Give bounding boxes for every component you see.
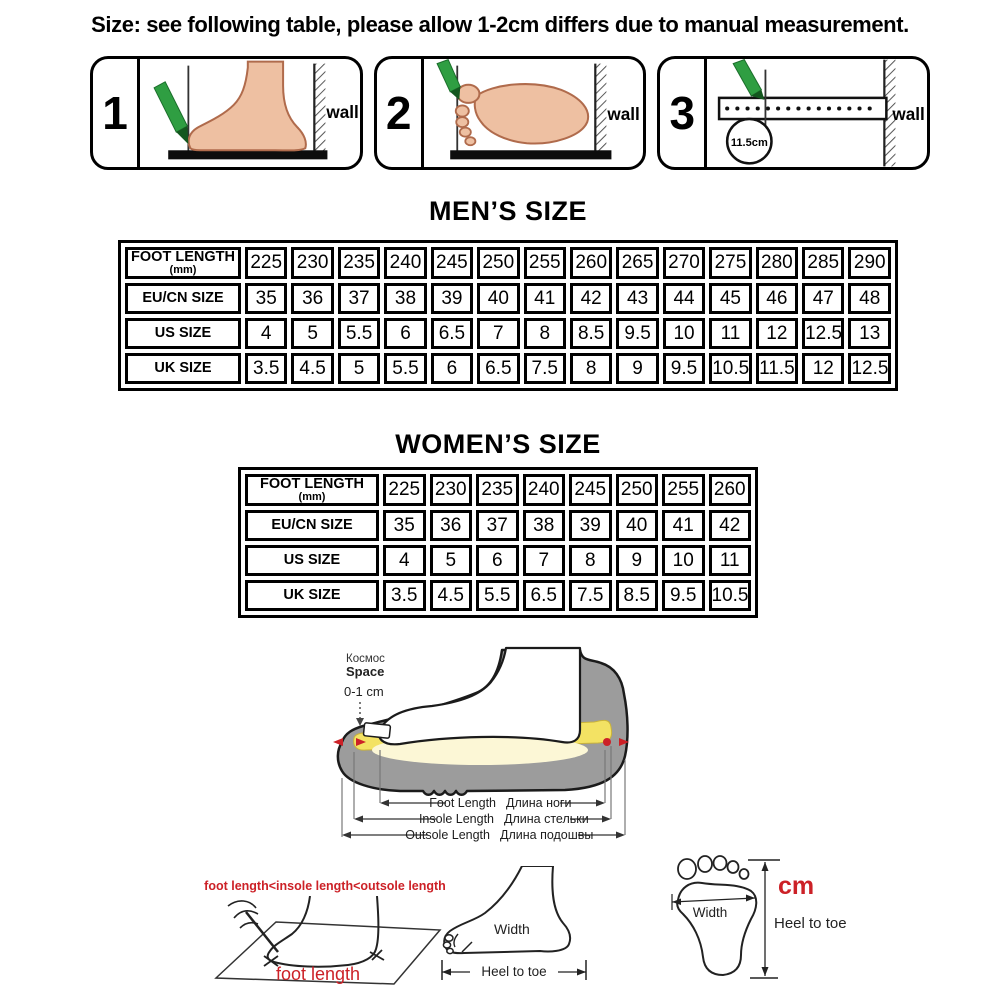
heel-marker <box>603 738 611 746</box>
size-cell: 41 <box>662 510 705 541</box>
toe <box>728 861 739 873</box>
wall-label: wall <box>892 104 926 125</box>
arrow-right <box>596 800 605 807</box>
size-cell: 240 <box>523 474 566 506</box>
foot-length-label-en: Foot Length <box>429 796 496 810</box>
size-cell: 10 <box>662 545 705 576</box>
size-cell: 245 <box>431 247 473 279</box>
size-cell: 250 <box>616 474 659 506</box>
size-cell: 37 <box>476 510 519 541</box>
arrow-left <box>380 800 389 807</box>
row-label: US SIZE <box>245 545 379 576</box>
size-cell: 6 <box>476 545 519 576</box>
size-cell: 39 <box>569 510 612 541</box>
page-title: Size: see following table, please allow 1-2cm differs due to manual measurement. <box>91 12 909 37</box>
size-cell: 9 <box>616 545 659 576</box>
size-cell: 225 <box>245 247 287 279</box>
wall-label: wall <box>607 104 640 125</box>
size-cell: 285 <box>802 247 844 279</box>
size-cell: 230 <box>430 474 473 506</box>
size-cell: 41 <box>524 283 566 314</box>
size-cell: 265 <box>616 247 658 279</box>
size-cell: 9.5 <box>663 353 705 384</box>
size-row <box>245 580 751 611</box>
step-number: 1 <box>93 59 140 167</box>
foot-side-measure-illustration <box>140 59 360 167</box>
size-cell: 7.5 <box>524 353 566 384</box>
size-cell: 45 <box>709 283 751 314</box>
step-number: 2 <box>377 59 424 167</box>
size-cell: 255 <box>662 474 705 506</box>
size-cell: 44 <box>663 283 705 314</box>
size-cell: 5.5 <box>384 353 426 384</box>
size-cell: 38 <box>523 510 566 541</box>
row-label: FOOT LENGTH (mm) <box>125 247 241 279</box>
size-cell: 36 <box>430 510 473 541</box>
size-cell: 39 <box>431 283 473 314</box>
size-cell: 260 <box>709 474 752 506</box>
size-cell: 235 <box>476 474 519 506</box>
size-cell: 10.5 <box>709 353 751 384</box>
size-cell: 3.5 <box>245 353 287 384</box>
size-cell: 230 <box>291 247 333 279</box>
toe <box>740 869 749 879</box>
toe <box>698 856 712 872</box>
size-cell: 9.5 <box>616 318 658 349</box>
outsole-length-label-ru: Длина подошвы <box>500 828 594 842</box>
size-cell: 270 <box>663 247 705 279</box>
foot-and-leg <box>379 648 580 744</box>
size-row <box>125 353 891 384</box>
foot-outline <box>444 866 570 953</box>
size-cell: 7 <box>477 318 519 349</box>
size-cell: 9.5 <box>662 580 705 611</box>
size-cell: 8 <box>569 545 612 576</box>
womens-size-table <box>238 467 758 618</box>
outsole-length-label-en: Outsole Length <box>405 828 490 842</box>
size-cell: 245 <box>569 474 612 506</box>
size-cell: 6 <box>384 318 426 349</box>
size-cell: 6.5 <box>523 580 566 611</box>
ruler-measure-illustration <box>707 59 927 167</box>
toe <box>445 935 453 941</box>
size-cell: 235 <box>338 247 380 279</box>
arrow-right <box>616 832 625 839</box>
toe-space-tab <box>363 723 390 739</box>
toe <box>455 105 468 116</box>
space-label-en: Space <box>346 664 385 679</box>
unit-label: cm <box>778 872 815 900</box>
size-cell: 11 <box>709 545 752 576</box>
size-cell: 5 <box>338 353 380 384</box>
foot-top-measure-illustration <box>424 59 644 167</box>
size-cell: 8 <box>524 318 566 349</box>
size-cell: 35 <box>245 283 287 314</box>
size-cell: 12.5 <box>848 353 891 384</box>
size-cell: 37 <box>338 283 380 314</box>
size-cell: 5.5 <box>338 318 380 349</box>
size-cell: 6 <box>431 353 473 384</box>
size-cell: 10.5 <box>709 580 752 611</box>
wall-label: wall <box>326 102 359 123</box>
step-number: 3 <box>660 59 707 167</box>
size-cell: 12 <box>756 318 798 349</box>
side-width-label: Width <box>494 921 530 937</box>
size-cell: 8 <box>570 353 612 384</box>
ground-bar <box>168 150 327 159</box>
print-width-label: Width <box>692 905 728 920</box>
size-row <box>245 545 751 576</box>
size-cell: 40 <box>616 510 659 541</box>
hand-outline <box>228 901 258 928</box>
row-label: EU/CN SIZE <box>125 283 241 314</box>
measure-step-2 <box>374 56 647 170</box>
size-cell: 47 <box>802 283 844 314</box>
footprint-sketch <box>658 852 848 985</box>
size-cell: 5 <box>291 318 333 349</box>
foot-length-label-ru: Длина ноги <box>506 796 572 810</box>
size-cell: 240 <box>384 247 426 279</box>
size-cell: 46 <box>756 283 798 314</box>
pencil-icon <box>154 82 187 132</box>
size-row <box>245 510 751 541</box>
mens-size-heading: MEN’S SIZE <box>428 196 588 226</box>
size-cell: 4.5 <box>430 580 473 611</box>
step-2-illustration <box>424 59 644 167</box>
size-cell: 7 <box>523 545 566 576</box>
arrow-right <box>602 816 611 823</box>
arrow-left <box>342 832 351 839</box>
size-cell: 43 <box>616 283 658 314</box>
length-formula: foot length<insole length<outsole length <box>204 879 446 893</box>
size-cell: 48 <box>848 283 891 314</box>
toe <box>456 117 468 127</box>
size-cell: 36 <box>291 283 333 314</box>
toe <box>714 856 727 870</box>
size-cell: 280 <box>756 247 798 279</box>
ground-bar <box>450 150 611 159</box>
size-cell: 8.5 <box>616 580 659 611</box>
size-row <box>125 283 891 314</box>
toe <box>443 942 450 948</box>
size-cell: 35 <box>383 510 426 541</box>
toe <box>678 859 696 879</box>
toe <box>465 137 475 145</box>
mens-size-table <box>118 240 898 391</box>
print-heel-to-toe-label: Heel to toe <box>774 915 847 932</box>
row-label: FOOT LENGTH (mm) <box>245 474 379 506</box>
row-label: EU/CN SIZE <box>245 510 379 541</box>
toe <box>459 128 470 137</box>
pencil-icon <box>734 60 762 96</box>
size-cell: 11.5 <box>756 353 798 384</box>
size-row <box>125 247 891 279</box>
size-cell: 8.5 <box>570 318 612 349</box>
size-cell: 260 <box>570 247 612 279</box>
foot-length-caption: foot length <box>275 964 361 984</box>
size-cell: 42 <box>570 283 612 314</box>
size-cell: 4 <box>383 545 426 576</box>
size-cell: 4 <box>245 318 287 349</box>
row-label: US SIZE <box>125 318 241 349</box>
size-cell: 275 <box>709 247 751 279</box>
size-cell: 6.5 <box>477 353 519 384</box>
size-cell: 250 <box>477 247 519 279</box>
measure-step-3 <box>657 56 930 170</box>
space-range-label: 0-1 cm <box>344 684 384 699</box>
size-cell: 9 <box>616 353 658 384</box>
size-cell: 5 <box>430 545 473 576</box>
shoe-length-diagram <box>330 638 670 850</box>
insole-length-label-en: Insole Length <box>418 812 494 826</box>
size-cell: 12.5 <box>802 318 844 349</box>
measure-steps <box>90 56 930 170</box>
big-toe <box>457 85 479 103</box>
size-cell: 42 <box>709 510 752 541</box>
size-cell: 12 <box>802 353 844 384</box>
arrow-left <box>442 969 451 976</box>
side-heel-to-toe-label: Heel to toe <box>481 964 547 979</box>
size-cell: 6.5 <box>431 318 473 349</box>
toe-gap-marker <box>333 738 343 746</box>
size-cell: 3.5 <box>383 580 426 611</box>
size-cell: 4.5 <box>291 353 333 384</box>
arrow-left <box>354 816 363 823</box>
row-label: UK SIZE <box>125 353 241 384</box>
insole-length-label-ru: Длина стельки <box>504 812 589 826</box>
foot-top-icon <box>474 84 587 143</box>
arrow-right <box>577 969 586 976</box>
wall-hatch <box>314 64 325 153</box>
mark-foot-sketch <box>200 896 445 986</box>
size-cell: 10 <box>663 318 705 349</box>
step-1-illustration <box>140 59 360 167</box>
row-label: UK SIZE <box>245 580 379 611</box>
size-cell: 290 <box>848 247 891 279</box>
arrow-down <box>762 967 769 976</box>
step-3-illustration <box>707 59 927 167</box>
footprint-outline <box>677 883 756 975</box>
size-cell: 38 <box>384 283 426 314</box>
measure-step-1 <box>90 56 363 170</box>
space-label-ru: Космос <box>346 653 385 665</box>
foot-side-icon <box>189 62 306 151</box>
size-cell: 11 <box>709 318 751 349</box>
size-cell: 40 <box>477 283 519 314</box>
shoe-cross-section <box>330 638 670 850</box>
size-cell: 5.5 <box>476 580 519 611</box>
toe <box>447 948 453 953</box>
size-cell: 13 <box>848 318 891 349</box>
size-cell: 225 <box>383 474 426 506</box>
size-cell: 255 <box>524 247 566 279</box>
size-row <box>245 474 751 506</box>
size-cell: 7.5 <box>569 580 612 611</box>
size-row <box>125 318 891 349</box>
wall-hatch <box>595 64 606 153</box>
measure-badge-label: 11.5cm <box>731 137 769 150</box>
side-foot-sketch <box>436 866 592 984</box>
arrow-up <box>762 862 769 871</box>
womens-size-heading: WOMEN’S SIZE <box>395 429 601 459</box>
